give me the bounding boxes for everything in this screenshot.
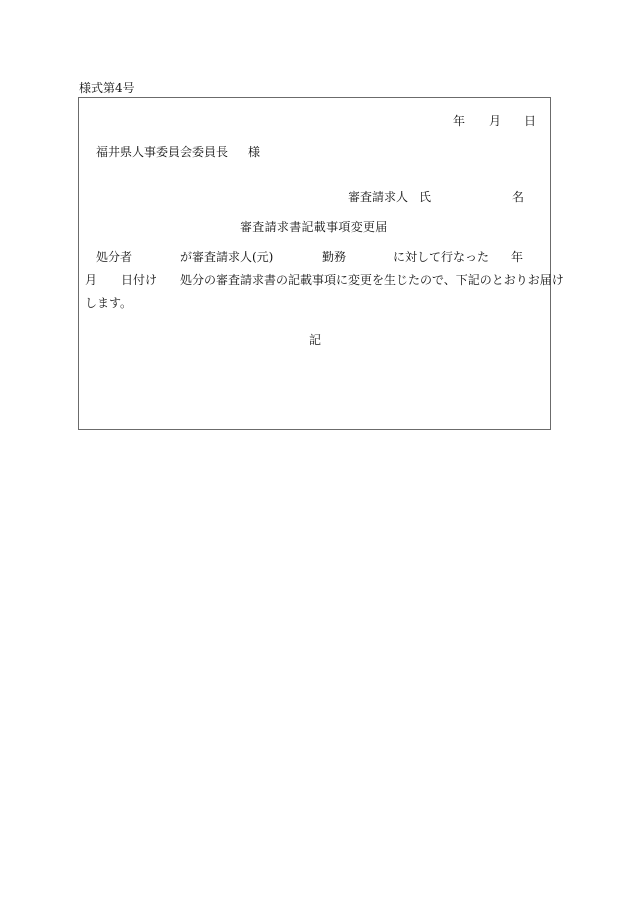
date-month-label: 月 xyxy=(489,114,502,128)
ki-marker: 記 xyxy=(309,333,322,347)
body-month: 月 xyxy=(85,273,98,287)
addressee-honorific: 様 xyxy=(248,145,261,159)
requester-label: 審査請求人 xyxy=(348,190,409,204)
document-title: 審査請求書記載事項変更届 xyxy=(240,220,388,234)
body-line2-text: 処分の審査請求書の記載事項に変更を生じたので、下記のとおりお届け xyxy=(180,273,564,287)
body-line3: します。 xyxy=(85,296,133,310)
body-work: 勤務 xyxy=(322,250,347,264)
body-phrase-a: が審査請求人(元) xyxy=(180,250,274,264)
body-disposer: 処分者 xyxy=(96,250,133,264)
requester-given-label: 名 xyxy=(512,190,525,204)
form-number: 様式第4号 xyxy=(79,81,135,95)
addressee-title: 福井県人事委員会委員長 xyxy=(96,145,229,159)
body-phrase-b: に対して行なった xyxy=(393,250,490,264)
requester-surname-label: 氏 xyxy=(419,190,432,204)
body-date-suffix: 日付け xyxy=(121,273,158,287)
date-year-label: 年 xyxy=(453,114,466,128)
date-day-label: 日 xyxy=(524,114,537,128)
body-year: 年 xyxy=(511,250,524,264)
